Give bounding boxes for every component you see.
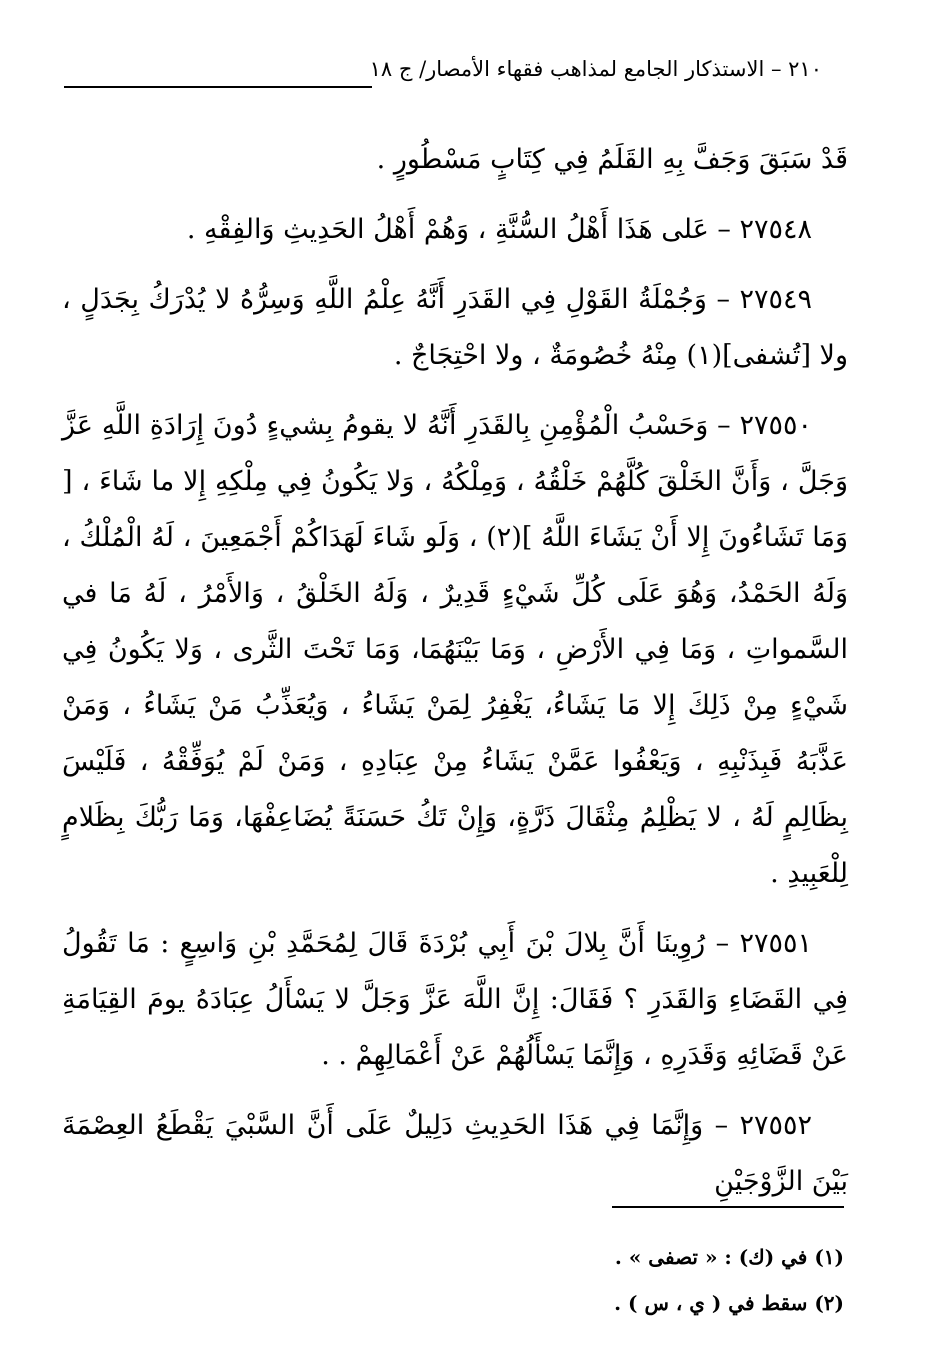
footnotes — [144, 1234, 844, 1326]
paragraph-27549: ٢٧٥٤٩ – وَجُمْلَةُ القَوْلِ فِي القَدَرِ أَنَّهُ عِلْمُ اللَّهِ وَسِرُّهُ لا يُدْرَكُ بِجَدَلٍ ، ولا [تُشفى](١) مِنْهُ خُصُومَةٌ ، ولا احْتِجَاجٌ . — [62, 284, 848, 371]
paragraph-27551: ٢٧٥٥١ – رُوِينَا أَنَّ بِلالَ بْنَ أَبِي بُرْدَةَ قَالَ لِمُحَمَّدِ بْنِ وَاسِعٍ : مَا تَقُولُ فِي القَضَاءِ وَالقَدَرِ ؟ فَقَالَ: إِنَّ اللَّهَ عَزَّ وَجَلَّ لا يَسْأَلُ عِبَادَهُ يومَ القِيَامَةِ عَنْ قَضَائِهِ وَقَدَرِهِ ، وَإِنَّمَا يَسْأَلُهُمْ عَنْ أَعْمَالِهِمْ . . — [62, 928, 848, 1071]
header-rule — [64, 86, 372, 88]
main-text — [62, 132, 848, 1224]
paragraph-27548: ٢٧٥٤٨ – عَلى هَذَا أَهْلُ السُّنَّةِ ، وَهُمْ أَهْلُ الحَدِيثِ وَالفِقْهِ . — [186, 214, 812, 245]
running-header: ٢١٠ – الاستذكار الجامع لمذاهب فقهاء الأمصار/ ج ١٨ — [369, 57, 822, 81]
footnote-rule — [612, 1206, 844, 1208]
paragraph-27550: ٢٧٥٥٠ – وَحَسْبُ الْمُؤْمِنِ بِالقَدَرِ أَنَّهُ لا يقومُ بِشيءٍ دُونَ إِرَادَةِ اللَّهِ عَزَّ وَجَلَّ ، وَأَنَّ الخَلْقَ كُلَّهُمْ خَلْقُهُ ، وَمِلْكُهُ ، وَلا يَكُونُ فِي مِلْكِهِ إِلا ما شَاءَ ، [ وَمَا تَشَاءُونَ إِلا أَنْ يَشَاءَ اللَّهُ ](٢) ، وَلَو شَاءَ لَهَدَاكُمْ أَجْمَعِينَ ، لَهُ الْمُلْكُ ، وَلَهُ الحَمْدُ، وَهُوَ عَلَى كُلِّ شَيْءٍ قَدِيرٌ ، وَلَهُ الخَلْقُ ، وَالأَمْرُ ، لَهُ مَا في السَّمواتِ ، وَمَا فِي الأَرْضِ ، وَمَا بَيْنَهُمَا، وَمَا تَحْتَ الثَّرى ، وَلا يَكُونُ فِي شَيْءٍ مِنْ ذَلِكَ إِلا مَا يَشَاءُ، يَغْفِرُ لِمَنْ يَشَاءُ ، وَيُعَذِّبُ مَنْ يَشَاءُ ، وَمَنْ عَذَّبَهُ فَبِذَنْبِهِ ، وَيَعْفُوا عَمَّنْ يَشَاءُ مِنْ عِبَادِهِ ، وَمَنْ لَمْ يُوَفِّقْهُ ، فَلَيْسَ بِظَالِمٍ لَهُ ، لا يَظْلِمُ مِثْقَالَ ذَرَّةٍ، وَإِنْ تَكُ حَسَنَةً يُضَاعِفْهَا، وَمَا رَبُّكَ بِظَلامٍ لِلْعَبِيدِ . — [62, 410, 849, 889]
paragraph-27552: ٢٧٥٥٢ – وَإِنَّمَا فِي هَذَا الحَدِيثِ دَلِيلٌ عَلَى أَنَّ السَّبْيَ يَقْطَعُ العِصْمَةَ بَيْنَ الزَّوْجَيْنِ — [62, 1110, 848, 1197]
footnote-2: (٢) سقط في ( ي ، س ) . — [614, 1291, 844, 1315]
footnote-1: (١) في (ك) : « تصفى » . — [614, 1245, 844, 1269]
paragraph-continuation: قَدْ سَبَقَ وَجَفَّ بِهِ القَلَمُ فِي كِتَابٍ مَسْطُورٍ . — [376, 144, 848, 175]
